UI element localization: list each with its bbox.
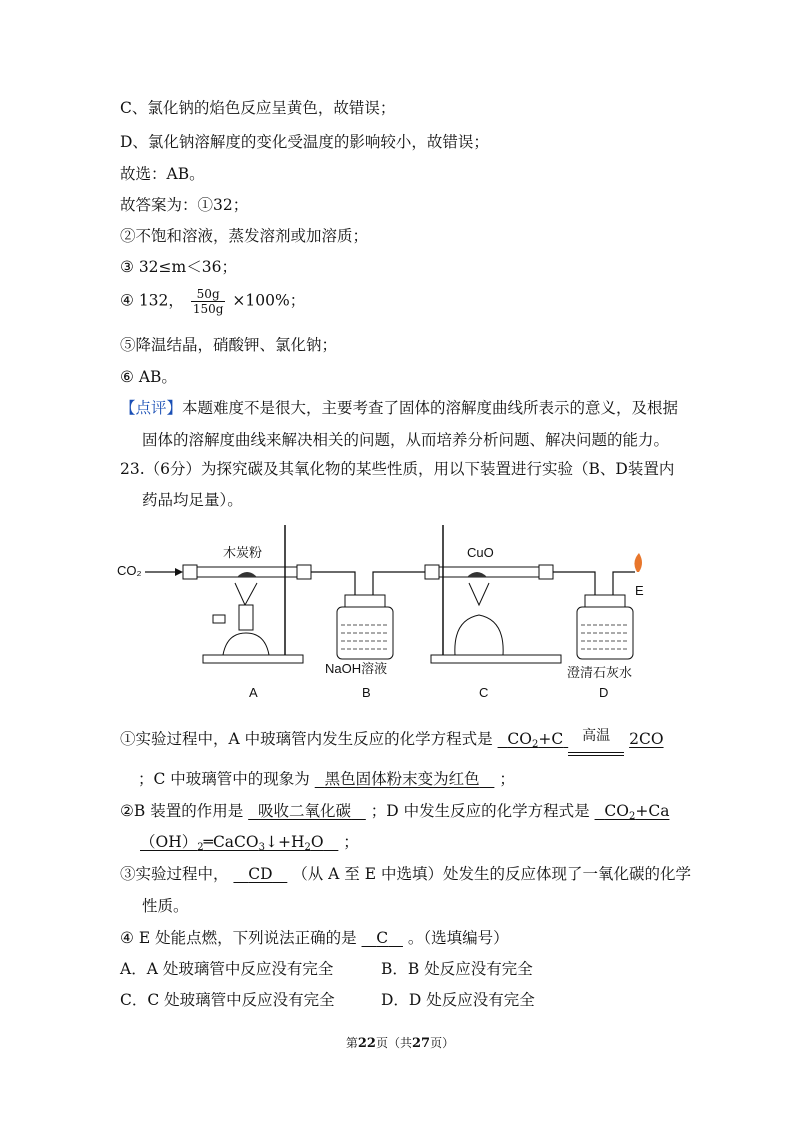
eq-sub: 2 [304, 842, 311, 853]
q2-answer [248, 802, 366, 820]
text-line: C、氯化钠的焰色反应呈黄色，故错误； [120, 99, 396, 117]
stopper-c-left [425, 565, 439, 579]
q1-equation [498, 730, 569, 748]
reaction-condition [568, 728, 624, 756]
burner-base-a [223, 633, 269, 655]
footer-text: 页（共 [375, 1036, 412, 1050]
fraction [191, 287, 226, 316]
flame-a [235, 583, 257, 605]
question-line: 23.（6分）为探究碳及其氧化物的某些性质，用以下装置进行实验（B、D装置内 [120, 460, 675, 478]
text-line: 故答案为：①32； [120, 196, 249, 214]
q2-eq1 [595, 802, 670, 820]
option-c: C．C 处玻璃管中反应没有完全 [120, 991, 335, 1009]
page-number: 22 [357, 1036, 376, 1051]
condition-label: 高温 [582, 728, 611, 744]
q2-eq2 [140, 833, 338, 851]
answer4-prefix: ④ 132， [120, 291, 184, 310]
footer-text: 第 [345, 1036, 358, 1050]
eq-h: ↓+H [264, 833, 305, 851]
q1b-suffix: ； [499, 770, 515, 788]
eq-ca: +Ca [635, 802, 670, 820]
stopper-c-right [539, 565, 553, 579]
answer4-suffix: ×100%； [232, 291, 306, 310]
comment-tag: 【点评】 [120, 399, 183, 417]
q4-answer [362, 929, 403, 947]
stand-base-a [203, 655, 303, 663]
eq-plus: +C [538, 730, 564, 748]
text-line: 故选：AB。 [120, 165, 205, 183]
bottle-d-neck [585, 595, 625, 607]
naoh-label: NaOH溶液 [325, 661, 388, 676]
q2-mid: ；D 中发生反应的化学方程式是 [370, 802, 590, 820]
question-line: 药品均足量）。 [142, 491, 243, 509]
alcohol-lamp-c [455, 615, 503, 655]
answer-line-3 [120, 800, 669, 828]
q2-answer-text: 吸收二氧化碳 [258, 802, 352, 820]
burner-valve [213, 615, 225, 623]
eq-sub: 3 [258, 842, 265, 853]
arrow-head [175, 568, 183, 576]
cuo-label: CuO [467, 545, 494, 560]
stopper-a-left [183, 565, 197, 579]
comment-line [120, 397, 678, 419]
eq-caco: ═CaCO [203, 833, 259, 851]
text-line: ③ 32≤m＜36； [120, 258, 237, 276]
outlet-tube [613, 572, 635, 595]
comment-line: 固体的溶解度曲线来解决相关的问题，从而培养分析问题、解决问题的能力。 [142, 431, 670, 449]
apparatus-figure [115, 515, 660, 705]
tube-c [439, 567, 539, 577]
q3-answer [233, 865, 287, 883]
label-a: A [249, 685, 258, 700]
label-d: D [599, 685, 609, 700]
eq-co: CO [604, 802, 629, 820]
q1b-answer-text: 黑色固体粉末变为红色 [324, 770, 480, 788]
stand-base-c [431, 655, 561, 663]
equals-bars [568, 752, 624, 756]
text-line [120, 287, 305, 316]
q3-suffix: （从 A 至 E 中选填）处发生的反应体现了一氧化碳的化学 [292, 865, 691, 883]
q1b-answer [315, 770, 495, 788]
text-line: ⑤降温结晶，硝酸钾、氯化钠； [120, 336, 338, 354]
eq-left: CO [507, 730, 532, 748]
q1-prefix: ①实验过程中，A 中玻璃管内发生反应的化学方程式是 [120, 730, 493, 748]
answer-line-1 [120, 728, 664, 756]
q4-suffix: 。（选填编号） [407, 929, 509, 947]
page-footer [0, 1034, 800, 1051]
q2-end: ； [343, 833, 359, 851]
eq-right: 2CO [629, 730, 664, 748]
footer-text: 页） [430, 1036, 455, 1050]
answer-line-5 [120, 863, 691, 885]
text-line: D、氯化钠溶解度的变化受温度的影响较小，故错误； [120, 133, 489, 151]
option-a: A．A 处玻璃管中反应没有完全 [120, 960, 334, 978]
co2-label: CO₂ [117, 563, 142, 578]
stopper-a-right [297, 565, 311, 579]
text-line: ②不饱和溶液，蒸发溶剂或加溶质； [120, 227, 369, 245]
e-label: E [635, 583, 644, 598]
q3-prefix: ③实验过程中， [120, 865, 229, 883]
q2-prefix: ②B 装置的作用是 [120, 802, 244, 820]
comment-text: 本题难度不是很大，主要考查了固体的溶解度曲线所表示的意义，及根据 [182, 399, 679, 417]
label-b: B [362, 685, 371, 700]
q4-prefix: ④ E 处能点燃，下列说法正确的是 [120, 929, 357, 947]
flame-e-icon [634, 553, 642, 572]
charcoal-label: 木炭粉 [223, 545, 263, 560]
answer-line-4 [140, 831, 359, 859]
answer-line-2 [138, 768, 515, 790]
option-b: B．B 处反应没有完全 [381, 960, 533, 978]
q4-answer-text: C [376, 929, 389, 947]
fraction-numerator: 50g [191, 287, 226, 302]
q3-answer-text: CD [248, 865, 273, 883]
page-total: 27 [412, 1036, 431, 1051]
eq-o: O [310, 833, 324, 851]
answer-line-7 [120, 927, 509, 949]
fraction-denominator: 150g [192, 302, 224, 316]
eq-sub: 2 [197, 842, 204, 853]
limewater-label: 澄清石灰水 [567, 665, 633, 680]
eq-sub: 2 [628, 811, 636, 822]
answer-line-6: 性质。 [142, 897, 189, 915]
eq-oh: （OH） [140, 833, 198, 851]
bottle-b-neck [345, 595, 385, 607]
label-c: C [479, 685, 489, 700]
tube-connector-bc [373, 572, 425, 595]
eq-sub: 2 [532, 739, 539, 750]
text-line: ⑥ AB。 [120, 368, 177, 386]
flame-c [469, 583, 489, 605]
option-d: D．D 处反应没有完全 [381, 991, 535, 1009]
burner-a [239, 605, 253, 630]
q1b-prefix: ；C 中玻璃管中的现象为 [138, 770, 310, 788]
